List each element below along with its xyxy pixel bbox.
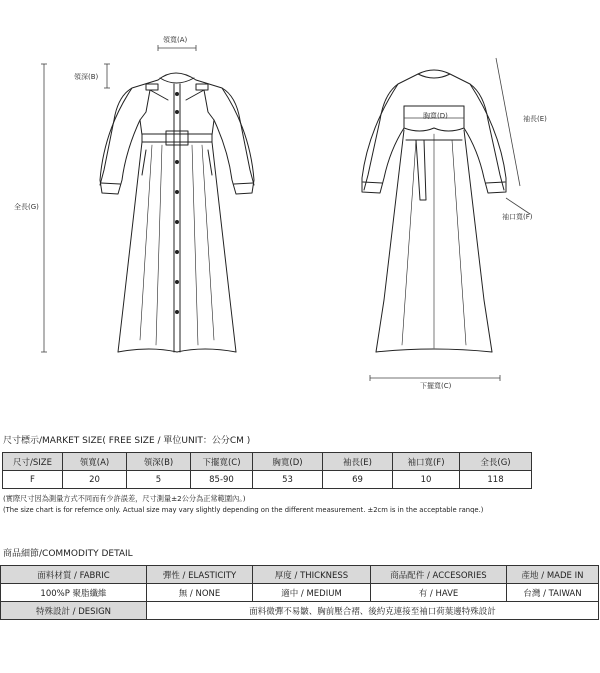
size-note-en: (The size chart is for refernce only. Actual size may vary slightly depending on the different measurement. ±2cm is in the acceptable ranqe.) <box>3 506 484 514</box>
size-cell: 69 <box>323 471 393 489</box>
commodity-cell: 有 / HAVE <box>371 584 507 602</box>
size-header-cell: 胸寬(D) <box>253 453 323 471</box>
size-cell: 20 <box>63 471 127 489</box>
size-cell: 85-90 <box>191 471 253 489</box>
label-cuff-width: 袖口寬(F) <box>502 213 533 221</box>
size-header-cell: 下擺寬(C) <box>191 453 253 471</box>
commodity-header-cell: 彈性 / ELASTICITY <box>147 566 253 584</box>
label-sleeve-length: 袖長(E) <box>523 115 547 123</box>
label-total-length: 全長(G) <box>14 203 39 211</box>
label-neck-width: 領寬(A) <box>163 36 188 44</box>
size-header-cell: 尺寸/SIZE <box>3 453 63 471</box>
commodity-cell: 100%P 聚脂纖維 <box>1 584 147 602</box>
commodity-header-cell: 產地 / MADE IN <box>507 566 599 584</box>
market-size-title: 尺寸標示/MARKET SIZE( FREE SIZE / 單位UNIT：公分CM ) <box>3 436 251 446</box>
size-header-cell: 袖口寬(F) <box>393 453 460 471</box>
commodity-cell: 台灣 / TAIWAN <box>507 584 599 602</box>
front-buttons <box>175 92 179 314</box>
size-header-cell: 袖長(E) <box>323 453 393 471</box>
design-label-cell: 特殊設計 / DESIGN <box>1 602 147 620</box>
label-hem-width: 下擺寬(C) <box>420 382 452 390</box>
label-neck-depth: 領深(B) <box>74 73 99 81</box>
commodity-title: 商品細節/COMMODITY DETAIL <box>3 549 133 559</box>
size-cell: 53 <box>253 471 323 489</box>
size-table <box>2 452 532 489</box>
size-table-header <box>3 453 532 471</box>
commodity-header-cell: 厚度 / THICKNESS <box>253 566 371 584</box>
size-header-cell: 領寬(A) <box>63 453 127 471</box>
size-cell: 118 <box>460 471 532 489</box>
size-note-zh: (實際尺寸因為測量方式不同而有少許誤差，尺寸測量±2公分為正常範圍內。) <box>3 494 246 503</box>
size-cell: 10 <box>393 471 460 489</box>
sleeve-length-line <box>496 58 520 186</box>
size-cell: F <box>3 471 63 489</box>
commodity-header-row <box>1 566 599 584</box>
design-value-cell: 面料微彈不易皺、胸前壓合褶、後約克連接至袖口荷葉邊特殊設計 <box>147 602 599 620</box>
commodity-header-cell: 面料材質 / FABRIC <box>1 566 147 584</box>
table-row <box>3 471 532 489</box>
commodity-header-cell: 商品配件 / ACCESORIES <box>371 566 507 584</box>
commodity-table <box>0 565 599 620</box>
size-header-cell: 全長(G) <box>460 453 532 471</box>
size-cell: 5 <box>127 471 191 489</box>
table-row <box>1 602 599 620</box>
commodity-cell: 無 / NONE <box>147 584 253 602</box>
table-row <box>1 584 599 602</box>
commodity-cell: 適中 / MEDIUM <box>253 584 371 602</box>
size-header-cell: 領深(B) <box>127 453 191 471</box>
label-chest-width: 胸寬(D) <box>423 112 448 120</box>
